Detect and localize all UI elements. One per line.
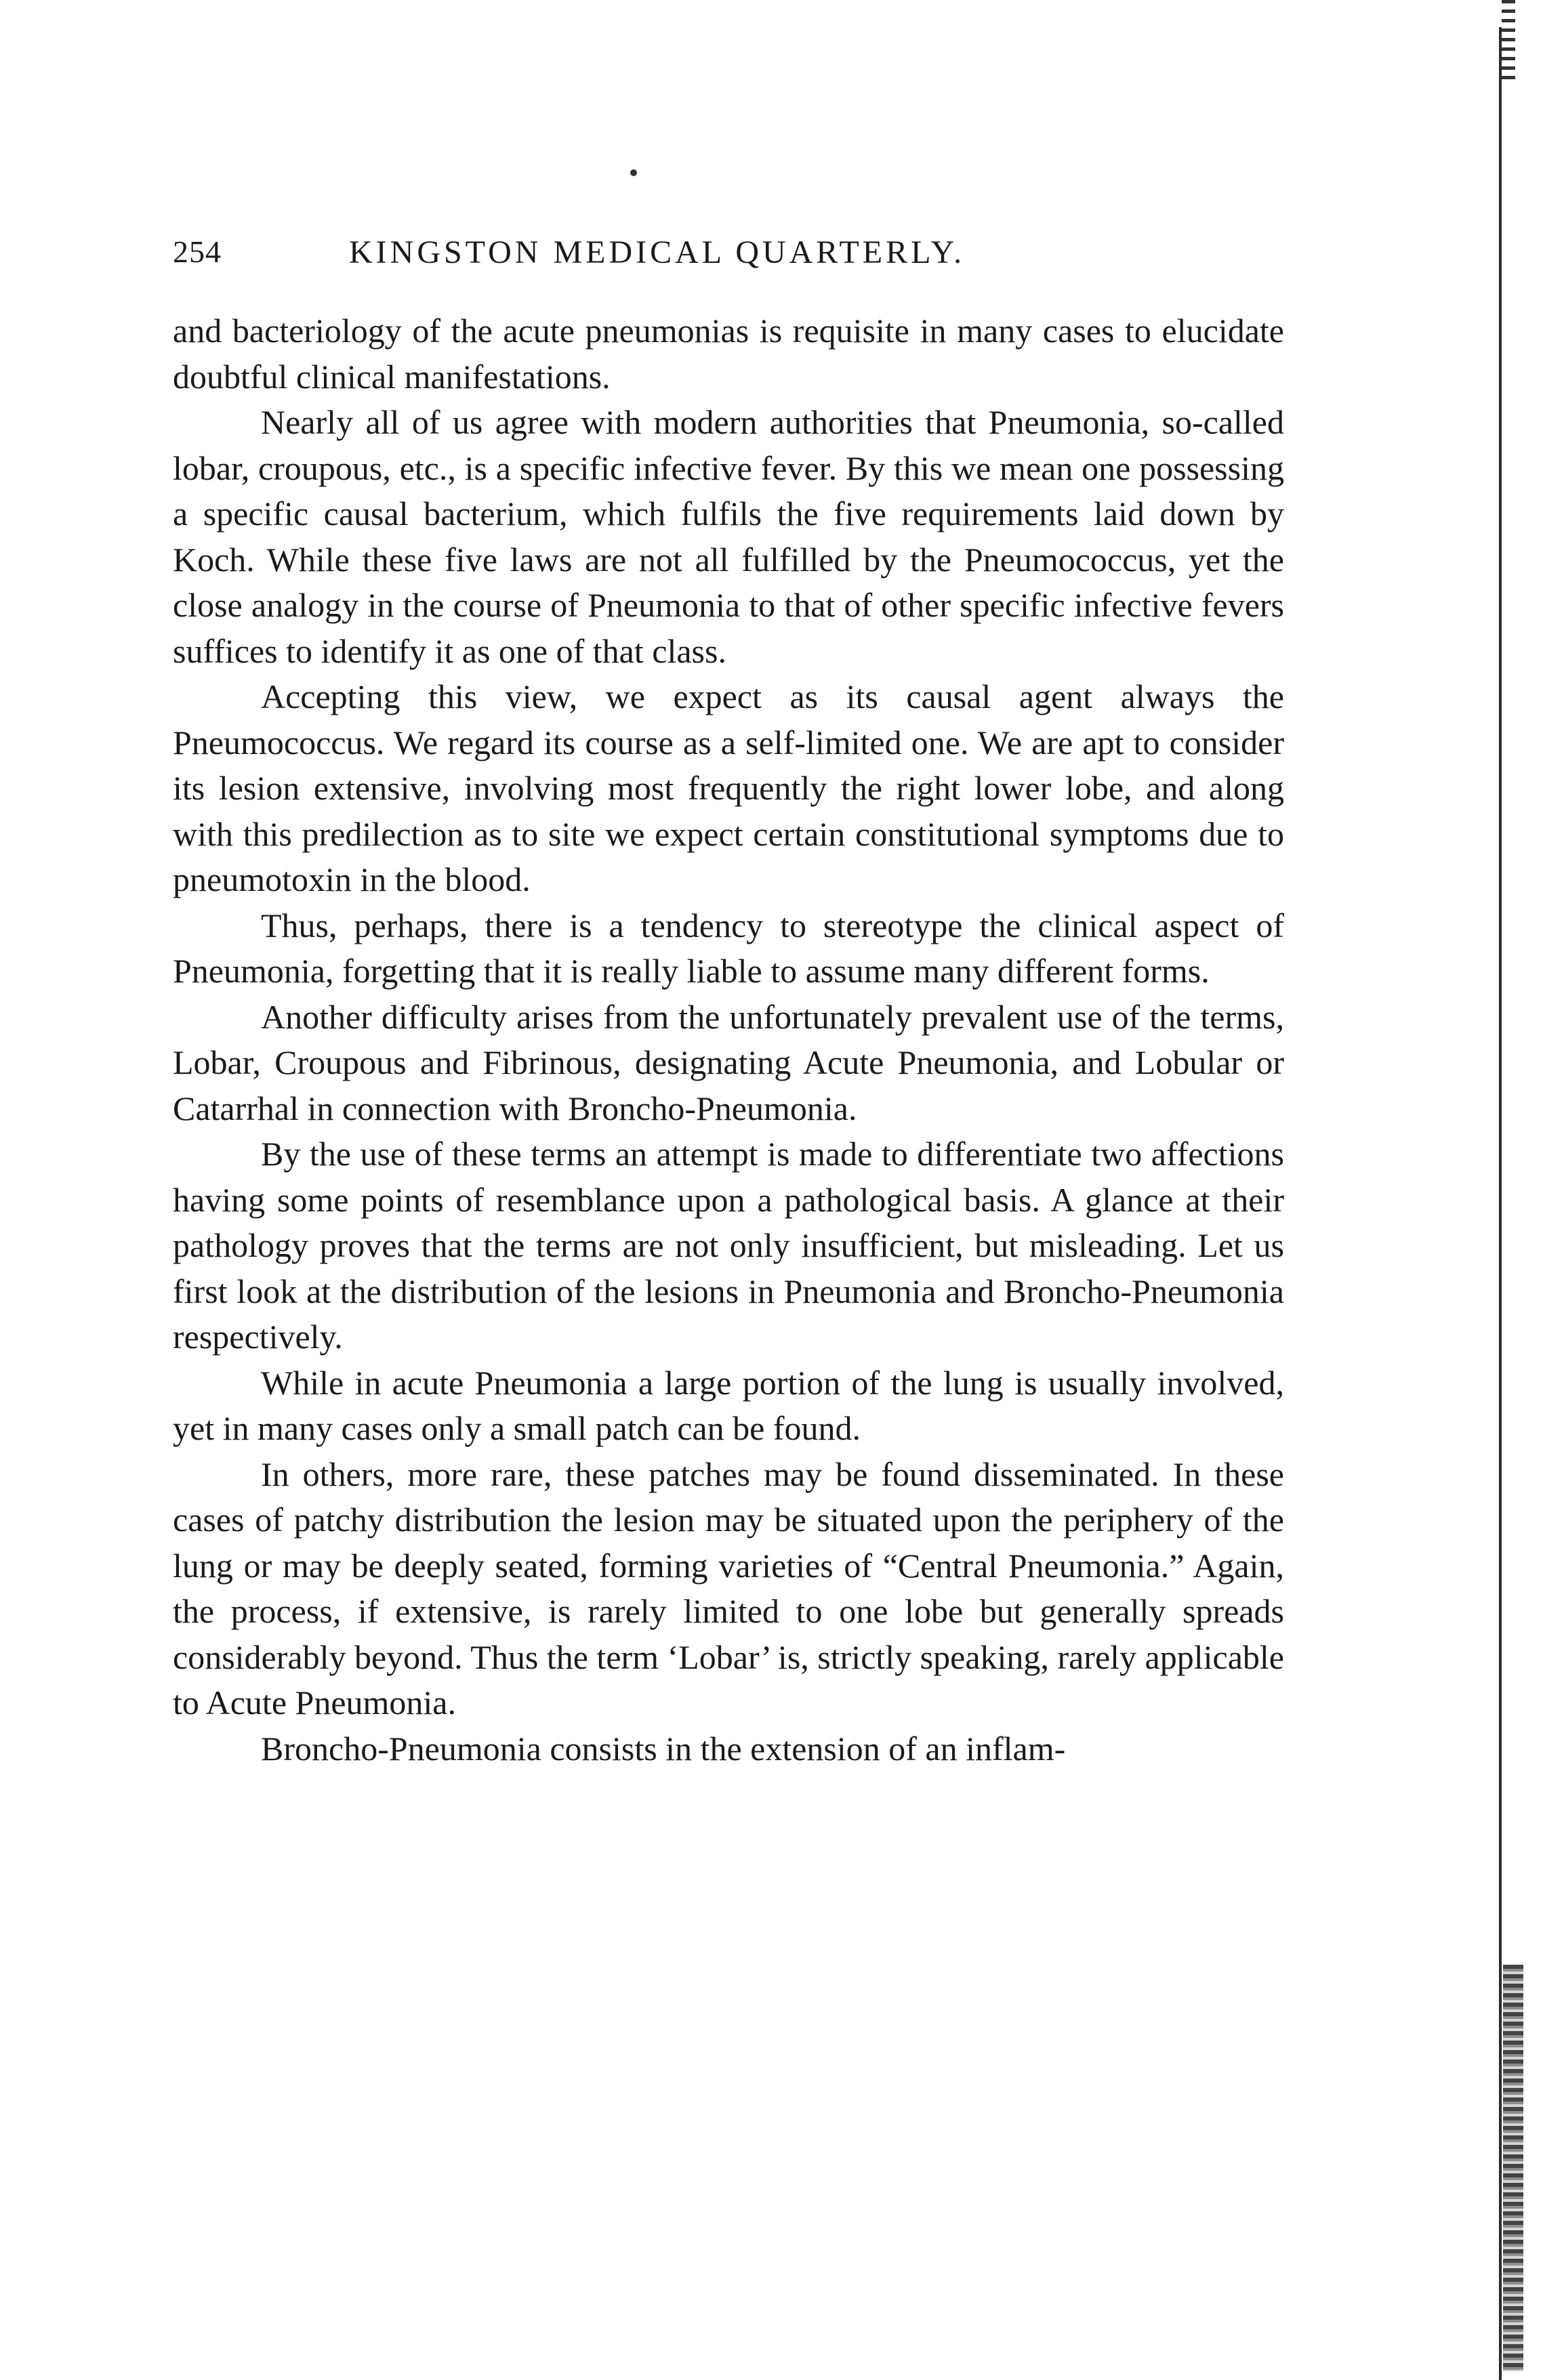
paragraph: Accepting this view, we expect as its causal agent always the Pneumococcus. We regard its course as a self-limited one. We are apt to consider its lesion extensive, involving most frequently the right lower lobe, and along with this predilection as to site we expect certain constitutional symptoms due to pneumotoxin in the blood. bbox=[173, 677, 1284, 898]
paragraph: By the use of these terms an attempt is made to differentiate two affections having some points of resemblance upon a pathological basis. A glance at their pathology proves that the terms are not only insufficient, but misleading. Let us first look at the distribution of the lesions in Pneumonia and Broncho-Pneumonia respectively. bbox=[173, 1135, 1284, 1356]
paragraph: In others, more rare, these patches may be found disseminated. In these cases of patchy distribution the lesion may be situated upon the periphery of the lung or may be deeply seated, forming varieties of “Central Pneumonia.” Again, the process, if extensive, is rarely limited to one lobe but generally spreads considerably beyond. Thus the term ‘Lobar’ is, strictly speaking, rarely applicable to Acute Pneumonia. bbox=[173, 1455, 1284, 1721]
page-number: 254 bbox=[173, 234, 222, 269]
page-edge-line bbox=[1499, 27, 1502, 2380]
page-edge-bottom-noise bbox=[1503, 1965, 1523, 2371]
paragraph: Broncho-Pneumonia consists in the extension of an inflam- bbox=[261, 1729, 1066, 1768]
paragraph: and bacteriology of the acute pneumonias is requisite in many cases to elucidate doubtful clinical manifestations. bbox=[173, 312, 1284, 396]
body-text bbox=[173, 308, 1284, 1772]
paragraph: Another difficulty arises from the unfortunately prevalent use of the terms, Lobar, Croupous and Fibrinous, designating Acute Pneumonia, and Lobular or Catarrhal in connection with Broncho-Pneumonia. bbox=[173, 997, 1284, 1127]
ink-dot bbox=[630, 169, 637, 176]
page-edge-top-noise bbox=[1502, 0, 1515, 81]
running-title: KINGSTON MEDICAL QUARTERLY. bbox=[349, 234, 966, 270]
paragraph: While in acute Pneumonia a large portion of the lung is usually involved, yet in many cases only a small patch can be found. bbox=[173, 1363, 1284, 1447]
paragraph: Nearly all of us agree with modern authorities that Pneumonia, so-called lobar, croupous, etc., is a specific infective fever. By this we mean one possessing a specific causal bacterium, which fulfils the five requirements laid down by Koch. While these five laws are not all fulfilled by the Pneumococcus, yet the close analogy in the course of Pneumonia to that of other specific infective fevers suffices to identify it as one of that class. bbox=[173, 403, 1284, 670]
paragraph: Thus, perhaps, there is a tendency to stereotype the clinical aspect of Pneumonia, forgetting that it is really liable to assume many different forms. bbox=[173, 906, 1284, 990]
page-header bbox=[0, 234, 1288, 288]
